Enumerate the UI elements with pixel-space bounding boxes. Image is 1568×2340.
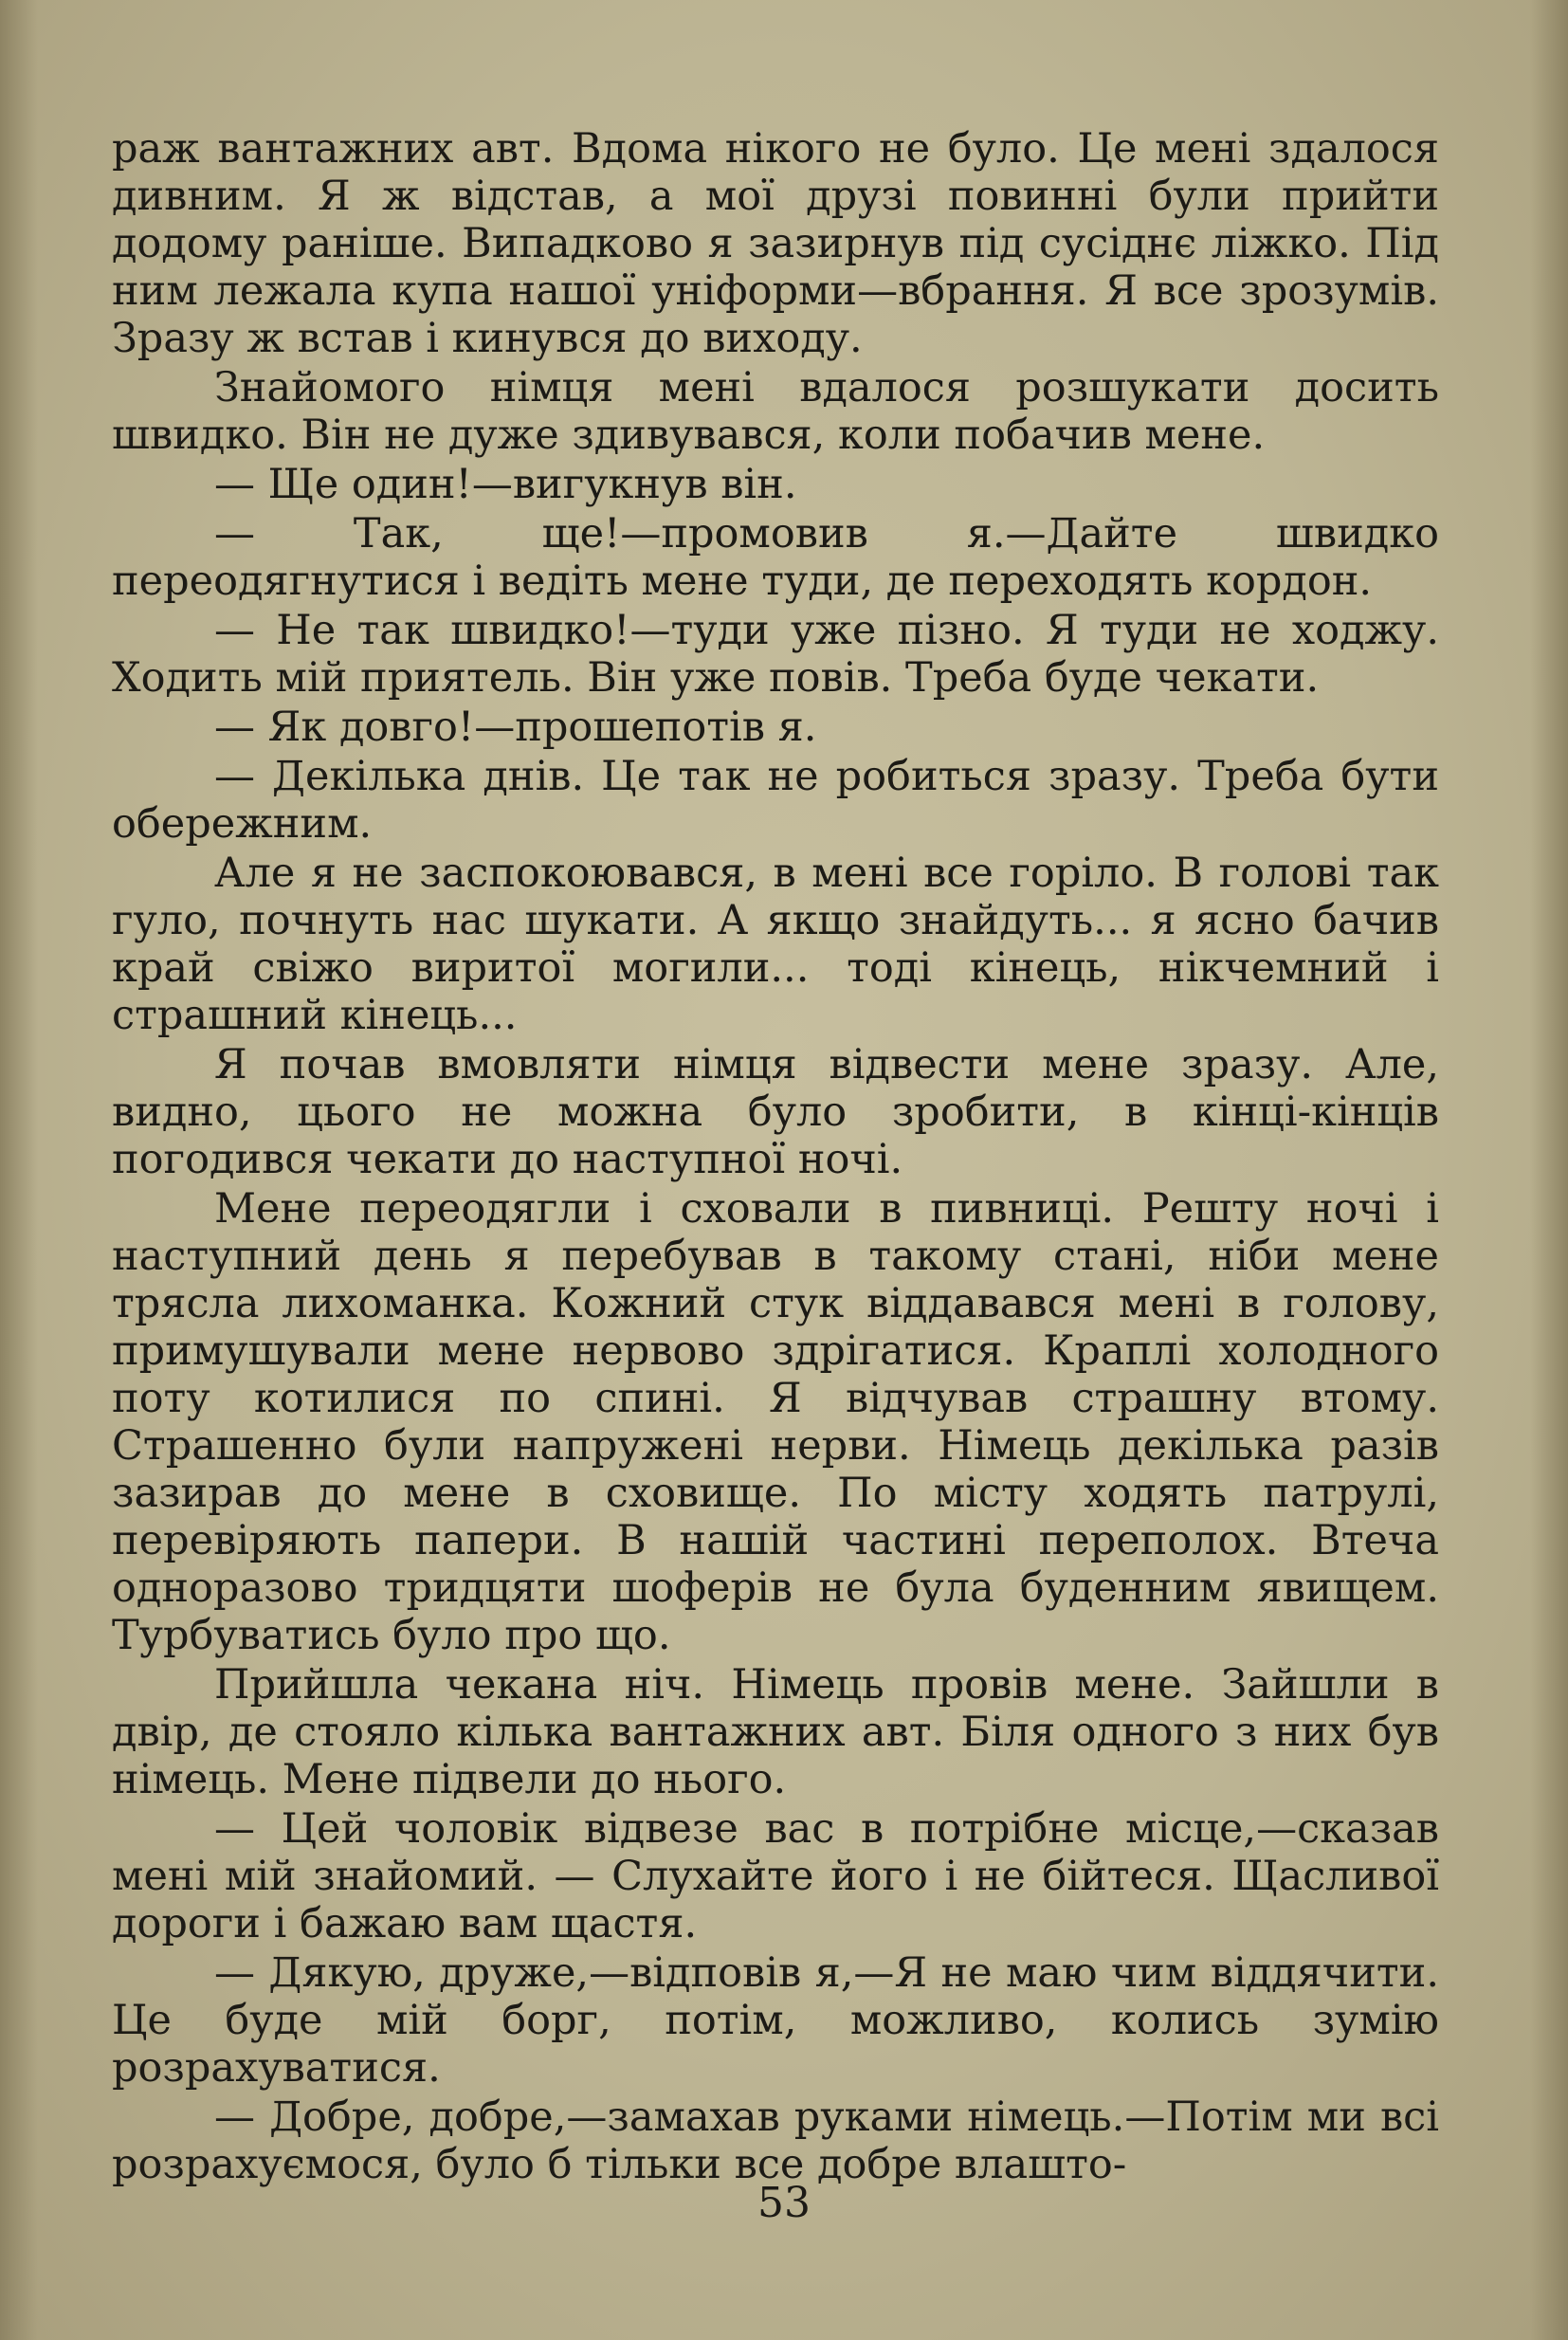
dialogue-line: — Цей чоловік відвезе вас в потрібне місце,—сказав мені мій знайомий. — Слухайте його і не бійтеся. Щасливої дороги і бажаю вам щастя.: [112, 1805, 1439, 1947]
dialogue-line: — Так, ще!—промовив я.—Дайте швидко переодягнутися і ведіть мене туди, де переходять кордон.: [112, 510, 1439, 605]
body-text: [112, 125, 1439, 2190]
page-number: 53: [757, 2179, 811, 2227]
dialogue-line: — Як довго!—прошепотів я.: [214, 704, 817, 751]
paragraph: Але я не заспокоювався, в мені все горіло. В голові так гуло, почнуть нас шукати. А якщо знайдуть... я ясно бачив край свіжо виритої могили... тоді кінець, нікчемний і страшний кінець...: [112, 850, 1439, 1039]
page-edge-shadow-right: [1530, 0, 1568, 2340]
dialogue-line: — Декілька днів. Це так не робиться зразу. Треба бути обережним.: [112, 753, 1439, 848]
paragraph: раж вантажних авт. Вдома нікого не було. Це мені здалося дивним. Я ж відстав, а мої друзі повинні були прийти додому раніше. Випадково я зазирнув під сусіднє ліжко. Під ним лежала купа нашої уніформи—вбрання. Я все зрозумів. Зразу ж встав і кинувся до виходу.: [112, 125, 1439, 362]
page-edge-shadow-left: [0, 0, 38, 2340]
paragraph: Мене переодягли і сховали в пивниці. Решту ночі і наступний день я перебував в такому стані, ніби мене трясла лихоманка. Кожний стук віддавався мені в голову, примушували мене нервово здрігатися. Краплі холодного поту котилися по спині. Я відчував страшну втому. Страшенно були напружені нерви. Німець декілька разів зазирав до мене в сховище. По місту ходять патрулі, перевіряють папери. В нашій частині переполох. Втеча одноразово тридцяти шоферів не була буденним явищем. Турбуватись було про що.: [112, 1185, 1439, 1659]
paragraph: Прийшла чекана ніч. Німець провів мене. Зайшли в двір, де стояло кілька вантажних авт. Біля одного з них був німець. Мене підвели до нього.: [112, 1661, 1439, 1803]
dialogue-line: — Не так швидко!—туди уже пізно. Я туди не ходжу. Ходить мій приятель. Він уже повів. Треба буде чекати.: [112, 607, 1439, 702]
paragraph: Я почав вмовляти німця відвести мене зразу. Але, видно, цього не можна було зробити, в кінці-кінців погодився чекати до наступної ночі.: [112, 1041, 1439, 1183]
paragraph: Знайомого німця мені вдалося розшукати досить швидко. Він не дуже здивувався, коли побачив мене.: [112, 364, 1439, 459]
dialogue-line: — Дякую, друже,—відповів я,—Я не маю чим віддячити. Це буде мій борг, потім, можливо, колись зумію розрахуватися.: [112, 1949, 1439, 2092]
dialogue-line: — Добре, добре,—замахав руками німець.—Потім ми всі розрахуємося, було б тільки все добре влашто-: [112, 2093, 1439, 2188]
dialogue-line: — Ще один!—вигукнув він.: [214, 461, 797, 508]
